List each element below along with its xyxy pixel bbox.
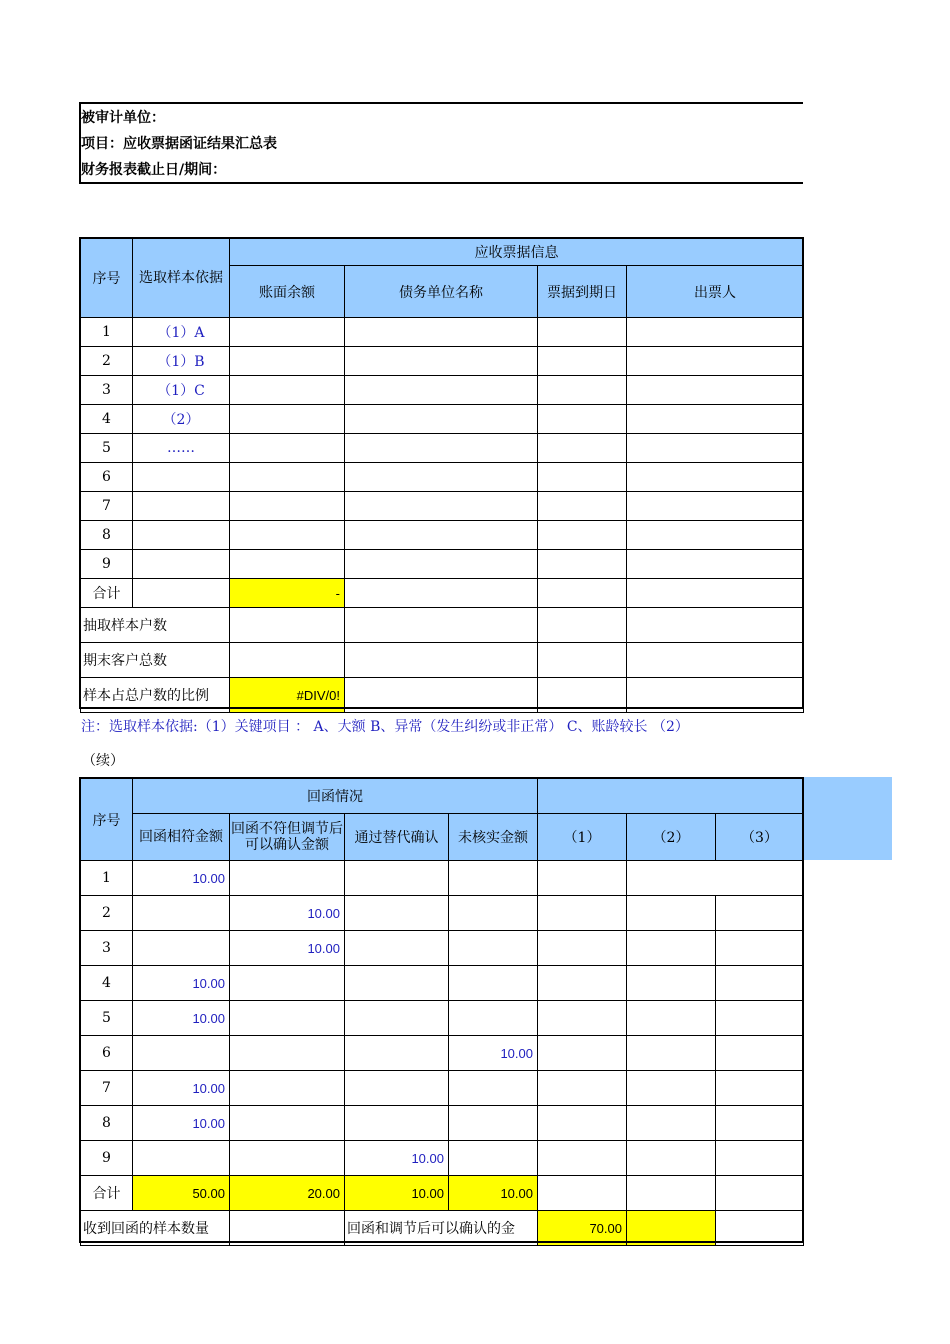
header-bottom-rule [79,182,803,184]
detail-1-cell[interactable] [538,1036,627,1071]
col-seq-header: 序号 [81,239,133,318]
match-cell[interactable]: 10.00 [133,1001,230,1036]
detail-3-cell[interactable] [716,966,804,1001]
seq-cell: 2 [81,347,133,376]
unverified-cell[interactable] [449,1106,538,1141]
table-row [81,966,804,1001]
book-cell[interactable] [230,318,345,347]
empty-cell[interactable] [627,643,804,678]
detail-1-cell[interactable] [538,1106,627,1141]
table-row [81,1001,804,1036]
detail-merged-cell[interactable] [627,861,804,896]
col-alt-header: 通过替代确认 [345,814,449,861]
debtor-cell[interactable] [345,492,538,521]
book-cell[interactable] [230,434,345,463]
adjusted-cell[interactable] [230,1141,345,1176]
detail-2-cell[interactable] [627,1071,716,1106]
col-book-balance-header: 账面余额 [230,266,345,318]
unverified-cell[interactable] [449,896,538,931]
detail-3-cell[interactable] [716,1211,804,1246]
detail-2-cell[interactable] [627,1176,716,1211]
detail-2-cell[interactable] [627,1106,716,1141]
due-cell[interactable] [538,434,627,463]
table-row [81,405,804,434]
total-alt[interactable]: 10.00 [345,1176,449,1211]
alt-cell[interactable] [345,1001,449,1036]
table-row [81,376,804,405]
book-cell[interactable] [230,521,345,550]
selection-basis-note: 注：选取样本依据:（1）关键项目 ： A、大额 B、异常（发生纠纷或非正常） C、账龄较长 （2） [81,719,689,735]
due-cell[interactable] [538,376,627,405]
confirm-amount-label: 回函和调节后可以确认的金 [345,1211,538,1246]
received-count-label: 收到回函的样本数量 [81,1211,230,1246]
match-cell[interactable] [133,1036,230,1071]
empty-cell[interactable] [538,678,627,713]
seq-cell: 9 [81,550,133,579]
total-label: 合计 [81,1176,133,1211]
due-cell[interactable] [538,347,627,376]
alt-cell[interactable] [345,1106,449,1141]
book-cell[interactable] [230,550,345,579]
detail-3-cell[interactable] [716,1071,804,1106]
seq-cell: 1 [81,861,133,896]
continued-label: （续） [82,753,124,769]
total-match[interactable]: 50.00 [133,1176,230,1211]
unverified-cell[interactable] [449,861,538,896]
col-basis-header: 选取样本依据 [133,239,230,318]
reply-status-table [80,778,804,1246]
seq-cell: 7 [81,1071,133,1106]
detail-2-cell[interactable] [627,1001,716,1036]
seq-cell: 5 [81,434,133,463]
detail-3-cell[interactable] [716,931,804,966]
due-cell[interactable] [538,550,627,579]
unverified-cell[interactable] [449,931,538,966]
adjusted-cell[interactable] [230,1106,345,1141]
debtor-cell[interactable] [345,405,538,434]
adjusted-cell[interactable] [230,966,345,1001]
notes-receivable-info-table [80,238,804,713]
audited-entity-label: 被审计单位： [81,110,165,126]
drawer-cell[interactable] [627,463,804,492]
drawer-cell[interactable] [627,492,804,521]
detail-3-cell[interactable] [716,1176,804,1211]
drawer-cell[interactable] [627,550,804,579]
empty-cell[interactable] [538,608,627,643]
col-due-date-header: 票据到期日 [538,266,627,318]
summary-row [81,1211,804,1246]
empty-cell[interactable] [627,678,804,713]
alt-cell[interactable] [345,931,449,966]
basis-cell[interactable]: （1）B [133,347,230,376]
detail-1-cell[interactable] [538,896,627,931]
debtor-cell[interactable] [345,376,538,405]
detail-2-cell[interactable] [627,1036,716,1071]
group-header-reply: 回函情况 [133,779,538,814]
table-row [81,931,804,966]
table-row [81,434,804,463]
seq-cell: 3 [81,931,133,966]
sample-count-row [81,608,804,643]
due-cell[interactable] [538,318,627,347]
total-label: 合计 [81,579,133,608]
basis-cell[interactable] [133,492,230,521]
total-adjusted[interactable]: 20.00 [230,1176,345,1211]
table-row [81,1036,804,1071]
book-cell[interactable] [230,347,345,376]
debtor-cell[interactable] [345,347,538,376]
empty-cell[interactable] [538,643,627,678]
empty-cell[interactable] [627,608,804,643]
seq-cell: 8 [81,1106,133,1141]
customer-total-label: 期末客户总数 [81,643,230,678]
match-cell[interactable]: 10.00 [133,1071,230,1106]
detail-1-cell[interactable] [538,966,627,1001]
col-2-header: （2） [627,814,716,861]
seq-cell: 6 [81,1036,133,1071]
table-row [81,463,804,492]
table-row [81,550,804,579]
debtor-cell[interactable] [345,434,538,463]
adjusted-cell[interactable] [230,1036,345,1071]
detail-2-cell[interactable] [627,931,716,966]
total-book-balance[interactable]: - [230,579,345,608]
seq-cell: 3 [81,376,133,405]
empty-cell[interactable] [345,643,538,678]
alt-cell[interactable] [345,1036,449,1071]
seq-cell: 6 [81,463,133,492]
detail-1-cell[interactable] [538,861,627,896]
seq-cell: 2 [81,896,133,931]
adjusted-cell[interactable]: 10.00 [230,931,345,966]
detail-1-cell[interactable] [538,1071,627,1106]
col-seq-header: 序号 [81,779,133,861]
due-cell[interactable] [538,521,627,550]
table-row [81,318,804,347]
col-debtor-header: 债务单位名称 [345,266,538,318]
basis-cell[interactable]: （1）A [133,318,230,347]
due-cell[interactable] [538,492,627,521]
seq-cell: 9 [81,1141,133,1176]
match-cell[interactable]: 10.00 [133,861,230,896]
detail-3-cell[interactable] [716,1001,804,1036]
basis-cell[interactable]: （1）C [133,376,230,405]
detail-3-cell[interactable] [716,1106,804,1141]
col-match-header: 回函相符金额 [133,814,230,861]
table-row [81,1071,804,1106]
total-debtor-cell[interactable] [345,579,538,608]
match-cell[interactable]: 10.00 [133,1106,230,1141]
seq-cell: 1 [81,318,133,347]
project-label: 项目：应收票据函证结果汇总表 [81,136,277,152]
total-row [81,579,804,608]
adjusted-cell[interactable]: 10.00 [230,896,345,931]
table-row [81,1141,804,1176]
match-cell[interactable]: 10.00 [133,966,230,1001]
drawer-cell[interactable] [627,318,804,347]
confirm-amount-value[interactable]: 70.00 [538,1211,627,1246]
empty-cell[interactable] [345,608,538,643]
unverified-cell[interactable] [449,1141,538,1176]
total-unverified[interactable]: 10.00 [449,1176,538,1211]
detail-3-cell[interactable] [716,1141,804,1176]
table-row [81,492,804,521]
empty-cell[interactable] [345,678,538,713]
basis-cell[interactable] [133,521,230,550]
seq-cell: 4 [81,966,133,1001]
table-row [81,521,804,550]
detail-2-cell[interactable] [627,966,716,1001]
book-cell[interactable] [230,463,345,492]
unverified-cell[interactable] [449,1071,538,1106]
detail-1-cell[interactable] [538,931,627,966]
table-row [81,347,804,376]
book-cell[interactable] [230,492,345,521]
alt-cell[interactable] [345,861,449,896]
book-cell[interactable] [230,376,345,405]
match-cell[interactable] [133,1141,230,1176]
ratio-label: 样本占总户数的比例 [81,678,230,713]
due-cell[interactable] [538,463,627,492]
total-row [81,1176,804,1211]
basis-cell[interactable] [133,463,230,492]
adjusted-cell[interactable] [230,1071,345,1106]
adjusted-cell[interactable] [230,1001,345,1036]
match-cell[interactable] [133,931,230,966]
total-drawer-cell[interactable] [627,579,804,608]
adjusted-cell[interactable] [230,861,345,896]
seq-cell: 4 [81,405,133,434]
alt-cell[interactable]: 10.00 [345,1141,449,1176]
drawer-cell[interactable] [627,347,804,376]
basis-cell[interactable]: …… [133,434,230,463]
total-basis-cell[interactable] [133,579,230,608]
period-label: 财务报表截止日/期间： [81,162,227,178]
basis-cell[interactable] [133,550,230,579]
detail-3-cell[interactable] [716,896,804,931]
col-drawer-header: 出票人 [627,266,804,318]
debtor-cell[interactable] [345,318,538,347]
group-header-unverified-detail [538,779,804,814]
detail-3-cell[interactable] [716,1036,804,1071]
detail-1-cell[interactable] [538,1001,627,1036]
alt-cell[interactable] [345,966,449,1001]
alt-cell[interactable] [345,896,449,931]
drawer-cell[interactable] [627,376,804,405]
sample-count-value[interactable] [230,608,345,643]
customer-total-value[interactable] [230,643,345,678]
unverified-cell[interactable] [449,966,538,1001]
book-cell[interactable] [230,405,345,434]
seq-cell: 8 [81,521,133,550]
detail-1-cell[interactable] [538,1176,627,1211]
sample-count-label: 抽取样本户数 [81,608,230,643]
received-count-value[interactable] [230,1211,345,1246]
detail-2-cell[interactable] [627,1141,716,1176]
col-unverified-header: 未核实金额 [449,814,538,861]
confirm-extra-cell[interactable] [627,1211,716,1246]
debtor-cell[interactable] [345,550,538,579]
seq-cell: 5 [81,1001,133,1036]
drawer-cell[interactable] [627,434,804,463]
detail-2-cell[interactable] [627,896,716,931]
ratio-value[interactable]: #DIV/0! [230,678,345,713]
header-top-rule [79,102,803,104]
col-adjusted-header: 回函不符但调节后可以确认金额 [230,814,345,861]
drawer-cell[interactable] [627,521,804,550]
seq-cell: 7 [81,492,133,521]
col-1-header: （1） [538,814,627,861]
unverified-cell[interactable] [449,1001,538,1036]
debtor-cell[interactable] [345,463,538,492]
drawer-cell[interactable] [627,405,804,434]
match-cell[interactable] [133,896,230,931]
ratio-row [81,678,804,713]
unverified-cell[interactable]: 10.00 [449,1036,538,1071]
due-cell[interactable] [538,405,627,434]
group-header-info: 应收票据信息 [230,239,804,266]
overflow-header-fill [803,777,892,860]
table-row [81,1106,804,1141]
table-row [81,861,804,896]
table-row [81,896,804,931]
debtor-cell[interactable] [345,521,538,550]
detail-1-cell[interactable] [538,1141,627,1176]
header-left-rule [79,102,81,184]
basis-cell[interactable]: （2） [133,405,230,434]
total-due-cell[interactable] [538,579,627,608]
customer-total-row [81,643,804,678]
alt-cell[interactable] [345,1071,449,1106]
col-3-header: （3） [716,814,804,861]
